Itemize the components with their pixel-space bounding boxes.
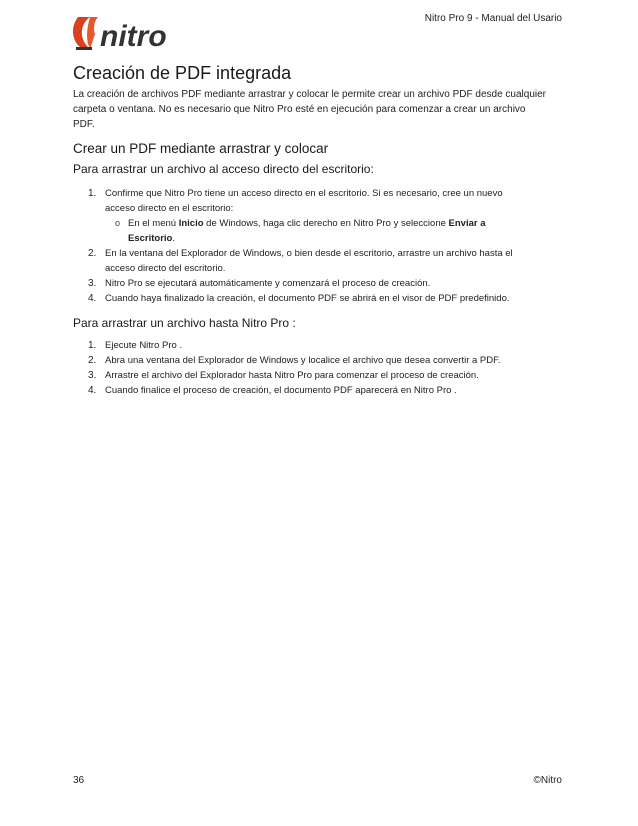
intro-line: PDF. xyxy=(73,119,95,130)
list-item xyxy=(88,291,568,306)
step-text: Nitro Pro se ejecutará automáticamente y comenzará el proceso de creación. xyxy=(105,278,431,289)
command-enviar-a: Enviar a xyxy=(448,218,486,229)
list-item xyxy=(88,276,568,291)
desktop-shortcut-heading: Para arrastrar un archivo al acceso directo del escritorio: xyxy=(73,162,374,176)
intro-line: carpeta o ventana. No es necesario que Nitro Pro esté en ejecución para comenzar a crear un archivo xyxy=(73,104,526,115)
step-number: 4. xyxy=(88,385,97,396)
step-number: 3. xyxy=(88,278,97,289)
intro-line: La creación de archivos PDF mediante arrastrar y colocar le permite crear un archivo PDF desde cualquier xyxy=(73,89,546,100)
nitro-logo xyxy=(68,11,188,53)
step-number: 4. xyxy=(88,293,97,304)
desktop-shortcut-steps xyxy=(88,186,568,306)
step-text: Cuando finalice el proceso de creación, el documento PDF aparecerá en Nitro Pro . xyxy=(105,385,457,396)
sub-step-text: de Windows, haga clic derecho en Nitro Pro y seleccione xyxy=(203,218,449,229)
list-item xyxy=(88,338,568,353)
step-number: 1. xyxy=(88,188,97,199)
page-number: 36 xyxy=(73,775,85,786)
step-text: Arrastre el archivo del Explorador hasta Nitro Pro para comenzar el proceso de creación. xyxy=(105,370,479,381)
nitro-logo-graphic xyxy=(68,11,188,53)
step-text: Cuando haya finalizado la creación, el documento PDF se abrirá en el visor de PDF predefinido. xyxy=(105,293,510,304)
list-item xyxy=(88,353,568,368)
drag-to-app-heading: Para arrastrar un archivo hasta Nitro Pro : xyxy=(73,316,296,330)
sub-step-bullet: o xyxy=(115,218,121,228)
list-item xyxy=(88,383,568,398)
step-text: acceso directo en el escritorio: xyxy=(105,203,234,214)
running-header: Nitro Pro 9 - Manual del Usario xyxy=(424,13,562,24)
sub-step-text: En el menú xyxy=(128,218,179,229)
step-text: Confirme que Nitro Pro tiene un acceso directo en el escritorio. Si es necesario, cree un nuevo xyxy=(105,188,503,199)
step-number: 2. xyxy=(88,248,97,259)
sub-step xyxy=(107,216,568,246)
sub-step-text: . xyxy=(172,233,175,244)
step-text: Ejecute Nitro Pro . xyxy=(105,340,183,351)
step-number: 1. xyxy=(88,340,97,351)
step-number: 3. xyxy=(88,370,97,381)
step-text: Abra una ventana del Explorador de Windows y localice el archivo que desea convertir a PDF. xyxy=(105,355,501,366)
step-number: 2. xyxy=(88,355,97,366)
section-title: Creación de PDF integrada xyxy=(73,63,292,83)
subsection-title: Crear un PDF mediante arrastrar y colocar xyxy=(73,141,329,156)
command-escritorio: Escritorio xyxy=(128,233,173,244)
list-item xyxy=(88,368,568,383)
menu-name-inicio: Inicio xyxy=(178,218,204,229)
step-text: En la ventana del Explorador de Windows, o bien desde el escritorio, arrastre un archivo hasta el xyxy=(105,248,513,259)
drag-to-app-steps xyxy=(88,338,568,398)
copyright: ©Nitro xyxy=(533,775,562,786)
step-text: acceso directo del escritorio. xyxy=(105,263,226,274)
list-item xyxy=(88,186,568,246)
intro-paragraph xyxy=(73,87,573,132)
logo-wordmark: nitro xyxy=(100,20,167,53)
list-item xyxy=(88,246,568,276)
